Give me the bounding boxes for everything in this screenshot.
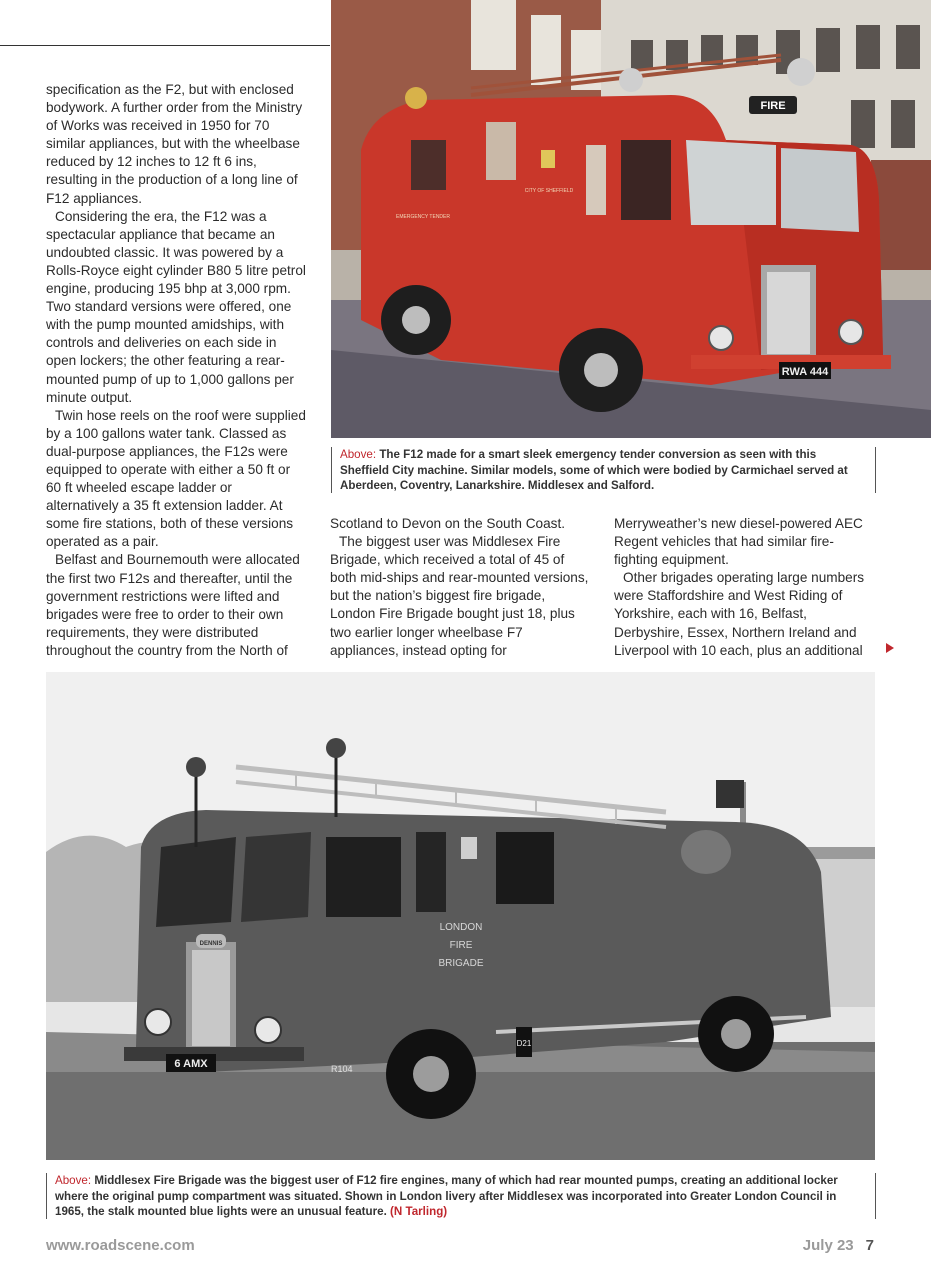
photo1-roof-sign: FIRE (760, 100, 786, 112)
article-column-2 (330, 515, 592, 660)
photo2-plate: 6 AMX (174, 1058, 208, 1070)
continue-arrow-icon (886, 643, 894, 653)
issue-date: July 23 (802, 1237, 854, 1254)
article-paragraph: Scotland to Devon on the South Coast. (330, 516, 566, 531)
caption-text: Middlesex Fire Brigade was the biggest user of F12 fire engines, many of which had rear mounted pumps, creating an additional locker where the original pump compartment was situated. Shown in London livery after Middlesex was incorporated into Greater London Council in 1965, the stalk mounted blue lights were an unusual feature. (55, 1174, 838, 1218)
caption-lead: Above: (340, 448, 377, 461)
article-paragraph: Considering the era, the F12 was a spectacular appliance that became an undoubted classic. It was powered by a Rolls-Royce eight cylinder B80 5 litre petrol engine, producing 195 bhp at 3,000 rpm. Two standard versions were offered, one with the pump mounted amidships, with controls and deliveries on each side in open lockers; the other featuring a rear-mounted pump of up to 1,000 gallons per minute output. (46, 208, 306, 405)
caption-lead: Above: (55, 1174, 92, 1187)
article-paragraph: Twin hose reels on the roof were supplied by a 100 gallons water tank. Classed as dual-purpose appliances, the F12s were equipped to operate with either a 50 ft or 60 ft wheeled escape ladder or alternatively a 35 ft extension ladder. At some fire stations, both of these versions operated as a pair. (46, 407, 306, 550)
photo2-side-text-3: BRIGADE (438, 958, 484, 969)
article-column-1 (46, 81, 308, 660)
photo2-fleet-number: R104 (331, 1064, 353, 1074)
article-paragraph: The biggest user was Middlesex Fire Brigade, which received a total of 45 of both mid-ships and rear-mounted versions, but the nation’s biggest fire brigade, London Fire Brigade bought just 18, plus two earlier longer wheelbase F7 appliances, instead opting for (330, 534, 589, 658)
photo-london-fire-engine (46, 672, 875, 1160)
photo-sheffield-fire-tender (331, 0, 931, 438)
photo2-grille-badge: DENNIS (199, 941, 223, 947)
top-rule (0, 45, 330, 46)
photo1-plate: RWA 444 (781, 366, 829, 378)
photo-credit: (N Tarling) (390, 1205, 448, 1218)
photo2-code: D21 (516, 1039, 532, 1048)
photo1-body-text: EMERGENCY TENDER (396, 214, 450, 220)
photo2-side-text-2: FIRE (449, 940, 473, 951)
article-paragraph: specification as the F2, but with enclosed bodywork. A further order from the Ministry of Works was received in 1950 for 70 similar appliances, but with the wheelbase reduced by 12 inches to 12 ft 6 ins, resulting in the production of a long line of F12 appliances. (46, 82, 303, 206)
article-column-3 (614, 515, 876, 660)
photo2-side-text-1: LONDON (439, 922, 483, 933)
caption-photo-2 (46, 1173, 876, 1219)
article-paragraph: Belfast and Bournemouth were allocated the first two F12s and thereafter, until the government restrictions were lifted and brigades were free to order to their own requirements, they were distributed throughout the country from the North of (46, 552, 300, 658)
caption-text: The F12 made for a smart sleek emergency tender conversion as seen with this Sheffield City machine. Similar models, some of which were bodied by Carmichael served at Aberdeen, Coventry, Lanarkshire. Middlesex and Salford. (340, 448, 848, 492)
footer-website: www.roadscene.com (46, 1237, 195, 1254)
caption-photo-1 (331, 447, 876, 493)
footer-issue (803, 1237, 874, 1254)
photo1-door-text: CITY OF SHEFFIELD (524, 188, 574, 194)
page-number: 7 (865, 1237, 874, 1254)
article-paragraph: Merryweather’s new diesel-powered AEC Regent vehicles that had similar fire-fighting equipment. (614, 516, 863, 568)
article-paragraph: Other brigades operating large numbers were Staffordshire and West Riding of Yorkshire, each with 16, Belfast, Derbyshire, Essex, Northern Ireland and Liverpool with 10 each, plus an additional (614, 570, 865, 658)
